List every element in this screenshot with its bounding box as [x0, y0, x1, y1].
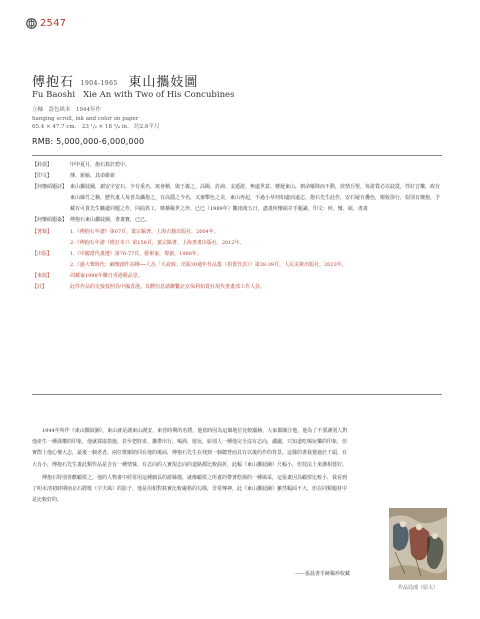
divider-top — [32, 155, 442, 156]
note-row — [32, 160, 442, 171]
note-key: 【鈐款】 — [32, 162, 53, 168]
note-body: 1.《中國當代畫選》第76-77頁，藝術家，偉創，1988年。 — [70, 250, 202, 257]
note-body: 2.《傅抱石年譜（增訂本）》第158頁，葉宗鎬著，上海書畫出版社，2012年。 — [70, 239, 245, 246]
note-row — [32, 171, 442, 182]
note-key: 【出版】 — [32, 250, 53, 257]
lot-number: 2547 — [40, 18, 67, 29]
work-title-chinese: 東山攜妓圖 — [128, 75, 199, 90]
note-row — [32, 260, 442, 271]
catalogue-notes — [32, 160, 442, 293]
artist-name-chinese: 傅抱石 — [32, 75, 75, 90]
divider-bottom — [32, 394, 442, 395]
note-body: 2.《盛大聲時代：緬懷創作高峰──人為「大寂廓」出版30週年作品集（拍賣代表）》第38-39頁，人民美術出版社，2023年。 — [70, 261, 347, 268]
dimensions: 65.4 × 47.7 cm. 23 ¹/₂ × 18 ³/₄ in. 約2.6平尺 — [32, 124, 160, 130]
artwork-title-chinese — [32, 71, 198, 90]
medium-english: hanging scroll, ink and color on paper — [32, 116, 139, 122]
artwork-detail-image — [389, 508, 447, 580]
artist-dates: 1904-1965 — [80, 80, 118, 87]
estimate: RMB: 5,000,000-6,000,000 — [32, 137, 145, 146]
essay-paragraph: 1944年所作《東山攜妓圖》，東山就是謝東山謝安，東晉時期的名將，他當時因為這個地位比較顯赫，大家都關注他，他為了不要讓別人對他產生一種謀權的印象，他就採取措施，甚至把財產、攜帶出行，喝酒，遊玩，給別人一種他完全沒有志向，瀟灑，只知道吃喝玩樂的印象，但實際上他心懷大志，最後一個老者，兩位歌姬陪同在他的後面，傅抱石先生在找到一個聰慧而具有以後的作的背景，這樣的書我覺過於千頭，有大有小，傅抱石先生畫此類作品是含有一種情愫，有志向的人實現志向的道路都比較曲折，此幅《東山攜妓圖》尺幅小，但技法上來講相當好。 — [32, 428, 348, 468]
work-title-english: Xie An with Two of His Concubines — [83, 90, 235, 100]
note-body: 東山攜妓圖，謝安字安石，少有重名，寓會稽，與王羲之、高陽、許詢、支遁游，無處世意，棲遲東山，朝命屢降而不動，放情丘壑，每游賞必以妓從，性好音樂，政有東山絲竹之稱，歷代畫人每喜為攝抱之，有高隱之今名，又兼擊色之美，東山再起，不過小草何如處而遠志，抱石先生此作，安石疑有疊色，姬妝徐行，似別有懷抱，予藏有可貴先生曠處同題之作，同曲異工，嘆稱稀世之珍，已巳（1989年）觀雨後五日，盡畫何懷碩并手題識，印文：何、懷、碩、書畫 — [70, 184, 441, 213]
note-row — [32, 238, 442, 249]
medium-chinese: 立軸 設色紙本 1944年作 — [32, 107, 101, 113]
note-row — [32, 182, 442, 215]
auction-house-logo-icon — [26, 18, 37, 29]
lot-header — [26, 18, 66, 29]
note-key: 【來源】 — [32, 272, 53, 279]
essay-paragraph: 傅抱石特別喜歡顧愷之，他的人物畫中經常用這種細長的游絲描，就像顧愷之所畫的帶著悠揚的一種風采，這張畫因為顧愷比較小，我看到了明末清初時期南京石將歌（宇夫風）的影子，他是用相對寫實比較嚴格的勾描，非常傳神，此《東山攜妓圖》雖然幅面不大，但在同類題材中是比較好的。 — [32, 474, 348, 504]
note-body: 此件作品的交接按照為中國香港，具體信息請聯繫北京保利拍賣社現代書畫部工作人員。 — [70, 284, 266, 291]
note-key: 【何懷碩題詩】 — [32, 184, 68, 191]
essay-signature: ——張晨書手跡稀珍收藏 — [294, 571, 350, 577]
note-key: 【註】 — [32, 284, 48, 291]
note-key: 【印文】 — [32, 173, 53, 180]
note-body: 傳、新喻、其命維新 — [70, 173, 116, 180]
note-row — [32, 282, 442, 293]
note-row — [32, 215, 442, 226]
artist-name-english: Fu Baoshi — [32, 90, 76, 100]
note-row — [32, 227, 442, 238]
image-caption: 作品局部（原大） — [397, 585, 438, 591]
note-body: 1.《傅抱石年譜》第67頁，葉宗鎬著，上海古籍出版社，2004年。 — [70, 228, 219, 235]
note-body: 周藏家1988年購自香港藝品堂。 — [70, 272, 143, 279]
note-key: 【著錄】 — [32, 228, 53, 235]
artwork-title-english — [32, 90, 234, 100]
essay — [32, 426, 350, 508]
note-row — [32, 249, 442, 260]
note-body: 傅抱石東山攜妓圖，書畫寶，已巳。 — [70, 217, 151, 224]
note-key: 【何懷碩題簽】 — [32, 217, 68, 224]
note-row — [32, 271, 442, 282]
note-body: 甲申夏月，抱石寫於碧中。 — [70, 162, 131, 168]
